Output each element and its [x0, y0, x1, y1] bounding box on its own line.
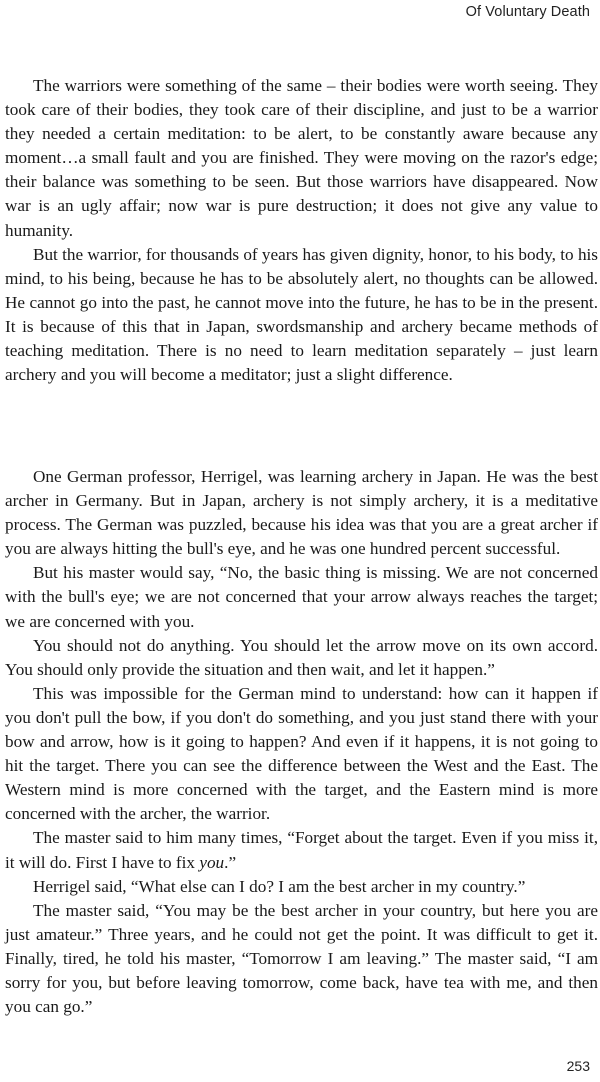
emphasis: you [199, 852, 225, 872]
paragraph: The master said, “You may be the best archer in your country, but here you are just amateur.” Three years, and he could not get the point. It was difficult to get it. Finally, tired, he told his master, “Tomorrow I am leaving.” The master said, “I am sorry for you, but before leaving tomorrow, come back, have tea with me, and then you can go.” [5, 900, 598, 1017]
running-head: Of Voluntary Death [465, 4, 590, 20]
paragraph: Herrigel said, “What else can I do? I am the best archer in my country.” [33, 876, 526, 896]
paragraph: You should not do anything. You should let the arrow move on its own accord. You should only provide the situation and then wait, and let it happen.” [5, 635, 598, 679]
paragraph: But the warrior, for thousands of years has given dignity, honor, to his body, to his mind, to his being, because he has to be absolutely alert, no thoughts can be allowed. He cannot go into the past, he cannot move into the future, he has to be in the present. It is because of this that in Japan, swordsmanship and archery became methods of teaching meditation. There is no need to learn meditation separately – just learn archery and you will become a meditator; just a slight difference. [5, 244, 598, 385]
section-2 [5, 465, 598, 1019]
paragraph: One German professor, Herrigel, was learning archery in Japan. He was the best archer in Germany. But in Japan, archery is not simply archery, it is a meditative process. The German was puzzled, because his idea was that you are a great archer if you are always hitting the bull's eye, and he was one hundred percent successful. [5, 467, 598, 559]
section-1 [5, 74, 598, 387]
paragraph: This was impossible for the German mind to understand: how can it happen if you don't pull the bow, if you don't do something, and you just stand there with your bow and arrow, how is it going to happen? And even if it happens, it is not going to hit the target. There you can see the difference between the West and the East. The Western mind is more concerned with the target, and the Eastern mind is more concerned with the archer, the warrior. [5, 683, 598, 824]
page-number: 253 [566, 1058, 590, 1074]
paragraph: The master said to him many times, “Forget about the target. Even if you miss it, it will do. First I have to fix you.” [5, 828, 598, 872]
paragraph: But his master would say, “No, the basic thing is missing. We are not concerned with the bull's eye; we are not concerned that your arrow always reaches the target; we are concerned with you. [5, 563, 598, 631]
paragraph: The warriors were something of the same – their bodies were worth seeing. They took care of their bodies, they took care of their discipline, and just to be a warrior they needed a certain meditation: to be alert, to be constantly aware because any moment…a small fault and you are finished. They were moving on the razor's edge; their balance was something to be seen. But those warriors have disappeared. Now war is an ugly affair; now war is pure destruction; it does not give any value to humanity. [5, 76, 598, 240]
